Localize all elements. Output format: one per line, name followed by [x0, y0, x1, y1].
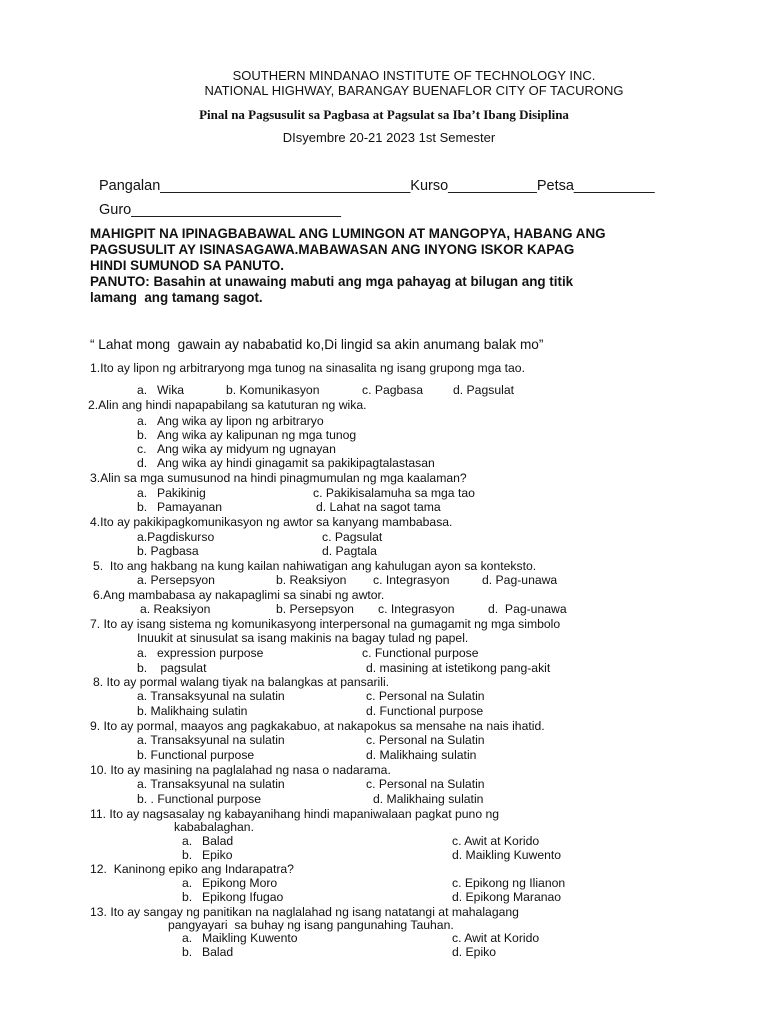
question-11: 11. Ito ay nagsasalay ng kabayanihang hindi mapaniwalaan pagkat puno ng	[90, 807, 500, 821]
option: d. masining at istetikong pang-akit	[366, 661, 551, 675]
question-10: 10. Ito ay masining na paglalahad ng nasa o nadarama.	[90, 763, 391, 777]
option: b. Persepsyon	[276, 602, 354, 616]
option: b. Balad	[182, 945, 234, 959]
option: d. Malikhaing sulatin	[373, 792, 484, 806]
option: c. Functional purpose	[362, 646, 479, 660]
question-1: 1.Ito ay lipon ng arbitraryong mga tunog na sinasalita ng isang grupong mga tao.	[90, 361, 525, 375]
option: c. Personal na Sulatin	[366, 689, 485, 703]
option: d. Pagsulat	[453, 383, 514, 397]
option: c. Awit at Korido	[452, 834, 540, 848]
option: d. Functional purpose	[366, 704, 484, 718]
option: a. Balad	[182, 834, 234, 848]
option: c. Pagsulat	[322, 530, 383, 544]
warning-line-2: PAGSUSULIT AY ISINASAGAWA.MABAWASAN ANG INYONG ISKOR KAPAG	[90, 242, 575, 257]
option: c. Pagbasa	[362, 383, 423, 397]
question-4: 4.Ito ay pakikipagkomunikasyon ng awtor sa kanyang mambabasa.	[90, 515, 453, 529]
question-2: 2.Alin ang hindi napapabilang sa katuturan ng wika.	[88, 398, 367, 412]
exam-date: DIsyembre 20-21 2023 1st Semester	[282, 130, 496, 145]
teacher-line: Guro__________________________	[99, 202, 341, 218]
option: d. Epiko	[452, 945, 497, 959]
question-9: 9. Ito ay pormal, maayos ang pagkakabuo, at nakapokus sa mensahe na nais ihatid.	[90, 719, 545, 733]
option: a. expression purpose	[137, 646, 264, 660]
option: a. Maikling Kuwento	[182, 931, 298, 945]
question-8: 8. Ito ay pormal walang tiyak na balangkas at pansarili.	[93, 675, 390, 689]
institution-name: SOUTHERN MINDANAO INSTITUTE OF TECHNOLOGY INC.	[232, 68, 596, 83]
option: a. Persepsyon	[137, 573, 215, 587]
option: c. Integrasyon	[378, 602, 455, 616]
institution-address: NATIONAL HIGHWAY, BARANGAY BUENAFLOR CITY OF TACURONG	[204, 83, 624, 98]
question-13: 13. Ito ay sangay ng panitikan na naglalahad ng isang natatangi at mahalagang	[90, 905, 519, 919]
option: d. Ang wika ay hindi ginagamit sa pakikipagtalastasan	[137, 456, 435, 470]
option: a. Transaksyunal na sulatin	[137, 777, 285, 791]
question-5: 5. Ito ang hakbang na kung kailan nahiwatigan ang kahulugan ayon sa konteksto.	[93, 559, 537, 573]
quote: “ Lahat mong gawain ay nababatid ko,Di lingid sa akin anumang balak mo”	[90, 337, 544, 352]
option: d. Maikling Kuwento	[452, 848, 562, 862]
option: d. Pagtala	[322, 544, 377, 558]
option: b. Epiko	[182, 848, 233, 862]
option: c. Personal na Sulatin	[366, 777, 485, 791]
warning-line-3: HINDI SUMUNOD SA PANUTO.	[90, 258, 284, 273]
directions-line-2: lamang ang tamang sagot.	[90, 290, 263, 305]
option: b. . Functional purpose	[137, 792, 261, 806]
option: a. Wika	[137, 383, 185, 397]
option: c. Awit at Korido	[452, 931, 540, 945]
option: a. Ang wika ay lipon ng arbitraryo	[137, 414, 324, 428]
directions-line-1: PANUTO: Basahin at unawaing mabuti ang mga pahayag at bilugan ang titik	[90, 274, 574, 289]
warning-line-1: MAHIGPIT NA IPINAGBABAWAL ANG LUMINGON AT MANGOPYA, HABANG ANG	[90, 226, 606, 241]
question-7-continued: Inuukit at sinusulat sa isang makinis na bagay tulad ng papel.	[137, 631, 469, 645]
question-12: 12. Kaninong epiko ang Indarapatra?	[90, 862, 294, 876]
option: b. Reaksiyon	[276, 573, 347, 587]
question-13-continued: pangyayari sa buhay ng isang pangunahing Tauhan.	[168, 918, 454, 932]
option: d. Epikong Maranao	[452, 890, 562, 904]
option: a. Pakikinig	[137, 486, 206, 500]
option: c. Personal na Sulatin	[366, 733, 485, 747]
exam-title: Pinal na Pagsusulit sa Pagbasa at Pagsulat sa Iba’t Ibang Disiplina	[199, 107, 569, 122]
option: b. Pagbasa	[137, 544, 199, 558]
question-11-continued: kababalaghan.	[174, 820, 254, 834]
option: a. Epikong Moro	[182, 876, 278, 890]
question-7: 7. Ito ay isang sistema ng komunikasyong interpersonal na gumagamit ng mga simbolo	[90, 617, 561, 631]
option: b. Ang wika ay kalipunan ng mga tunog	[137, 428, 357, 442]
option: d. Pag-unawa	[488, 602, 567, 616]
option: d. Malikhaing sulatin	[366, 748, 477, 762]
option: d. Lahat na sagot tama	[316, 500, 441, 514]
option: b. pagsulat	[137, 661, 207, 675]
option: a.Pagdiskurso	[137, 530, 215, 544]
option: c. Pakikisalamuha sa mga tao	[313, 486, 475, 500]
option: a. Reaksiyon	[140, 602, 211, 616]
question-6: 6.Ang mambabasa ay nakapaglimi sa sinabi ng awtor.	[93, 588, 385, 602]
option: b. Functional purpose	[137, 748, 255, 762]
option: b. Epikong Ifugao	[182, 890, 284, 904]
option: a. Transaksyunal na sulatin	[137, 733, 285, 747]
name-course-date-line: Pangalan_______________________________Kurso___________Petsa__________	[99, 178, 655, 194]
option: b. Pamayanan	[137, 500, 223, 514]
option: a. Transaksyunal na sulatin	[137, 689, 285, 703]
option: c. Ang wika ay midyum ng ugnayan	[137, 442, 336, 456]
option: b. Malikhaing sulatin	[137, 704, 248, 718]
question-3: 3.Alin sa mga sumusunod na hindi pinagmumulan ng mga kaalaman?	[90, 471, 467, 485]
option: b. Komunikasyon	[226, 383, 320, 397]
option: c. Epikong ng Ilianon	[452, 876, 566, 890]
option: c. Integrasyon	[373, 573, 450, 587]
option: d. Pag-unawa	[482, 573, 558, 587]
